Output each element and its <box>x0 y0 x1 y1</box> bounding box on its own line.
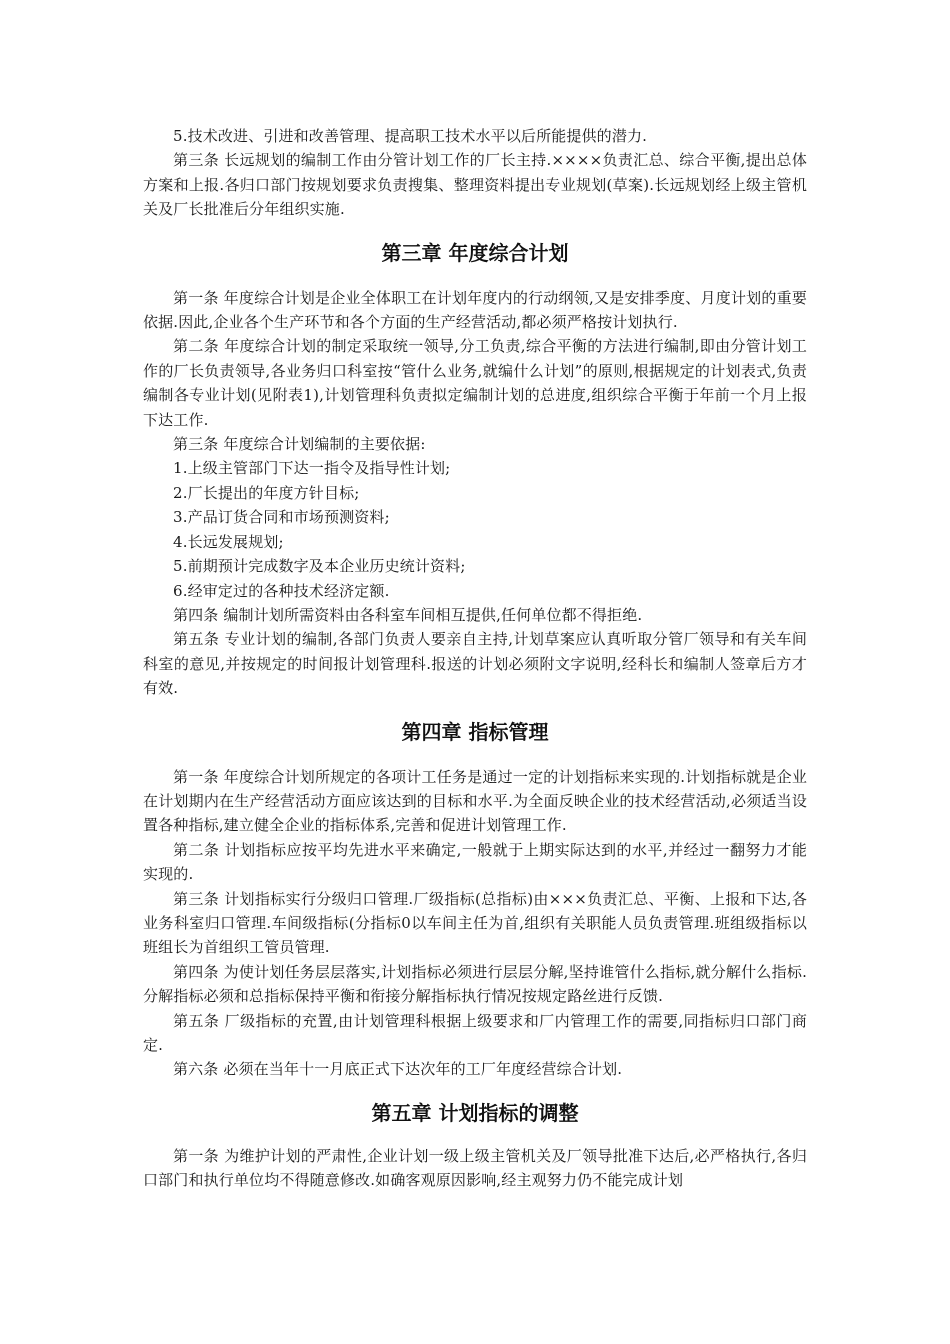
paragraph: 第一条 年度综合计划是企业全体职工在计划年度内的行动纲领,又是安排季度、月度计划的重要依据.因此,企业各个生产环节和各个方面的生产经营活动,都必须严格按计划执行. <box>143 288 807 332</box>
paragraph: 第四条 编制计划所需资料由各科室车间相互提供,任何单位都不得拒绝. <box>173 605 643 624</box>
paragraph: 第五条 专业计划的编制,各部门负责人要亲自主持,计划草案应认真听取分管厂领导和有关车间科室的意见,并按规定的时间报计划管理科.报送的计划必须附文字说明,经科长和编制人签章后方才有效. <box>143 630 807 698</box>
list-item: 5.前期预计完成数字及本企业历史统计资料; <box>173 557 466 576</box>
paragraph: 第一条 为维护计划的严肃性,企业计划一级上级主管机关及厂领导批准下达后,必严格执行,各归口部门和执行单位均不得随意修改.如确客观原因影响,经主观努力仍不能完成计划 <box>143 1146 807 1190</box>
paragraph: 第三条 长远规划的编制工作由分管计划工作的厂长主持.××××负责汇总、综合平衡,提出总体方案和上报.各归口部门按规划要求负责搜集、整理资料提出专业规划(草案).长远规划经上级主管机关及厂长批准后分年组织实施. <box>143 151 807 219</box>
chapter-title-4: 第四章 指标管理 <box>401 719 549 744</box>
chapter-title-5: 第五章 计划指标的调整 <box>371 1100 579 1125</box>
paragraph: 第四条 为使计划任务层层落实,计划指标必须进行层层分解,坚持谁管什么指标,就分解什么指标.分解指标必须和总指标保持平衡和衔接分解指标执行情况按规定路丝进行反馈. <box>143 962 807 1006</box>
document-body <box>143 124 807 1193</box>
list-item: 6.经审定过的各种技术经济定额. <box>173 581 390 600</box>
paragraph: 第三条 计划指标实行分级归口管理.厂级指标(总指标)由×××负责汇总、平衡、上报和下达,各业务科室归口管理.车间级指标(分指标0以车间主任为首,组织有关职能人员负责管理.班组级指标以班组长为首组织工管员管理. <box>143 889 807 957</box>
paragraph: 第一条 年度综合计划所规定的各项计工任务是通过一定的计划指标来实现的.计划指标就是企业在计划期内在生产经营活动方面应该达到的目标和水平.为全面反映企业的技术经营活动,必须适当设置各种指标,建立健全企业的指标体系,完善和促进计划管理工作. <box>143 767 807 835</box>
paragraph: 第二条 计划指标应按平均先进水平来确定,一般就于上期实际达到的水平,并经过一翻努力才能实现的. <box>143 840 807 884</box>
list-item: 2.厂长提出的年度方针目标; <box>173 483 360 502</box>
paragraph: 第二条 年度综合计划的制定采取统一领导,分工负责,综合平衡的方法进行编制,即由分管计划工作的厂长负责领导,各业务归口科室按“管什么业务,就编什么计划”的原则,根据规定的计划表式,负责编制各专业计划(见附表1),计划管理科负责拟定编制计划的总进度,组织综合平衡于年前一个月上报下达工作. <box>143 337 807 429</box>
paragraph: 5.技术改进、引进和改善管理、提高职工技术水平以后所能提供的潜力. <box>173 127 648 145</box>
paragraph: 第六条 必须在当年十一月底正式下达次年的工厂年度经营综合计划. <box>173 1060 623 1079</box>
chapter-title-3: 第三章 年度综合计划 <box>381 240 569 265</box>
list-item: 4.长远发展规划; <box>173 532 284 551</box>
paragraph: 第五条 厂级指标的充置,由计划管理科根据上级要求和厂内管理工作的需要,同指标归口部门商定. <box>143 1011 807 1054</box>
paragraph: 第三条 年度综合计划编制的主要依据: <box>173 435 426 454</box>
list-item: 1.上级主管部门下达一指令及指导性计划; <box>173 459 451 478</box>
list-item: 3.产品订货合同和市场预测资料; <box>173 508 390 527</box>
